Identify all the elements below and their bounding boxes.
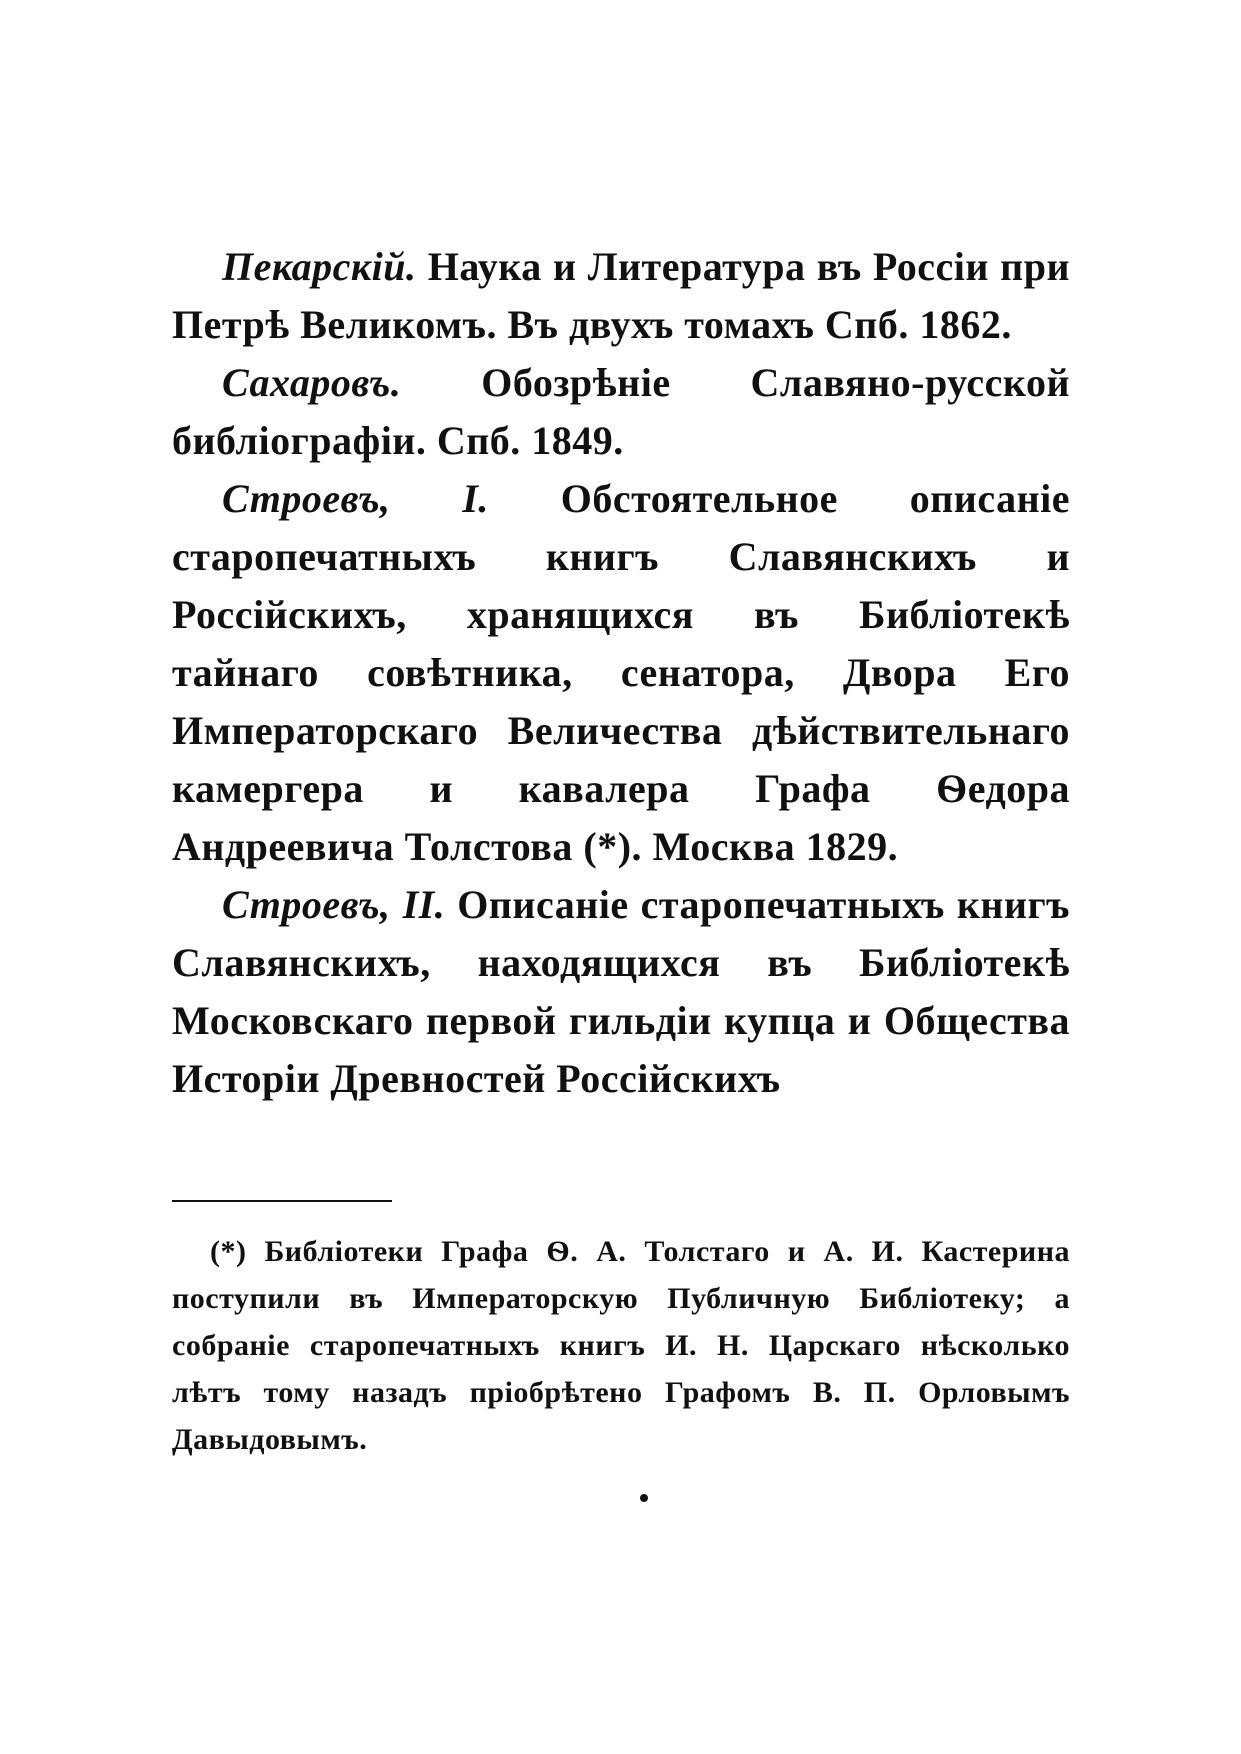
print-speck	[640, 1494, 648, 1502]
entry-sakharov	[172, 354, 1070, 470]
entry-pekarsky	[172, 238, 1070, 354]
entry-text: Обозрѣніе Славяно-русской библіографіи. Спб. 1849.	[172, 360, 1070, 463]
footnote: (*) Библіотеки Графа Ѳ. А. Толстаго и А. И. Кастерина поступили въ Императорскую Публичную Библіотеку; а собраніе старопечатныхъ книгъ И. Н. Царскаго нѣсколько лѣтъ тому назадъ пріобрѣтено Графомъ В. П. Орловымъ Давыдовымъ.	[172, 1235, 1070, 1456]
entry-stroev-1	[172, 470, 1070, 876]
entry-author: Пекарскій.	[222, 244, 417, 289]
entry-author: Сахаровъ.	[222, 360, 402, 405]
entry-text: Описаніе старопечатныхъ книгъ Славянскихъ, находящихся въ Библіотекѣ Московскаго первой гильдіи купца и Общества Исторіи Древностей Россійскихъ	[172, 882, 1070, 1101]
bibliography-entries	[172, 238, 1070, 1108]
entry-author: Строевъ, II.	[222, 882, 446, 927]
entry-text: Обстоятельное описаніе старопечатныхъ книгъ Славянскихъ и Россійскихъ, хранящихся въ Библіотекѣ тайнаго совѣтника, сенатора, Двора Его Императорскаго Величества дѣйствительнаго камергера и кавалера Графа Ѳедора Андреевича Толстова (*). Москва 1829.	[172, 476, 1070, 869]
entry-stroev-2	[172, 876, 1070, 1108]
footnote-divider	[172, 1200, 392, 1202]
entry-text: Наука и Литература въ Россіи при Петрѣ Великомъ. Въ двухъ томахъ Спб. 1862.	[172, 244, 1070, 347]
entry-author: Строевъ, I.	[222, 476, 489, 521]
